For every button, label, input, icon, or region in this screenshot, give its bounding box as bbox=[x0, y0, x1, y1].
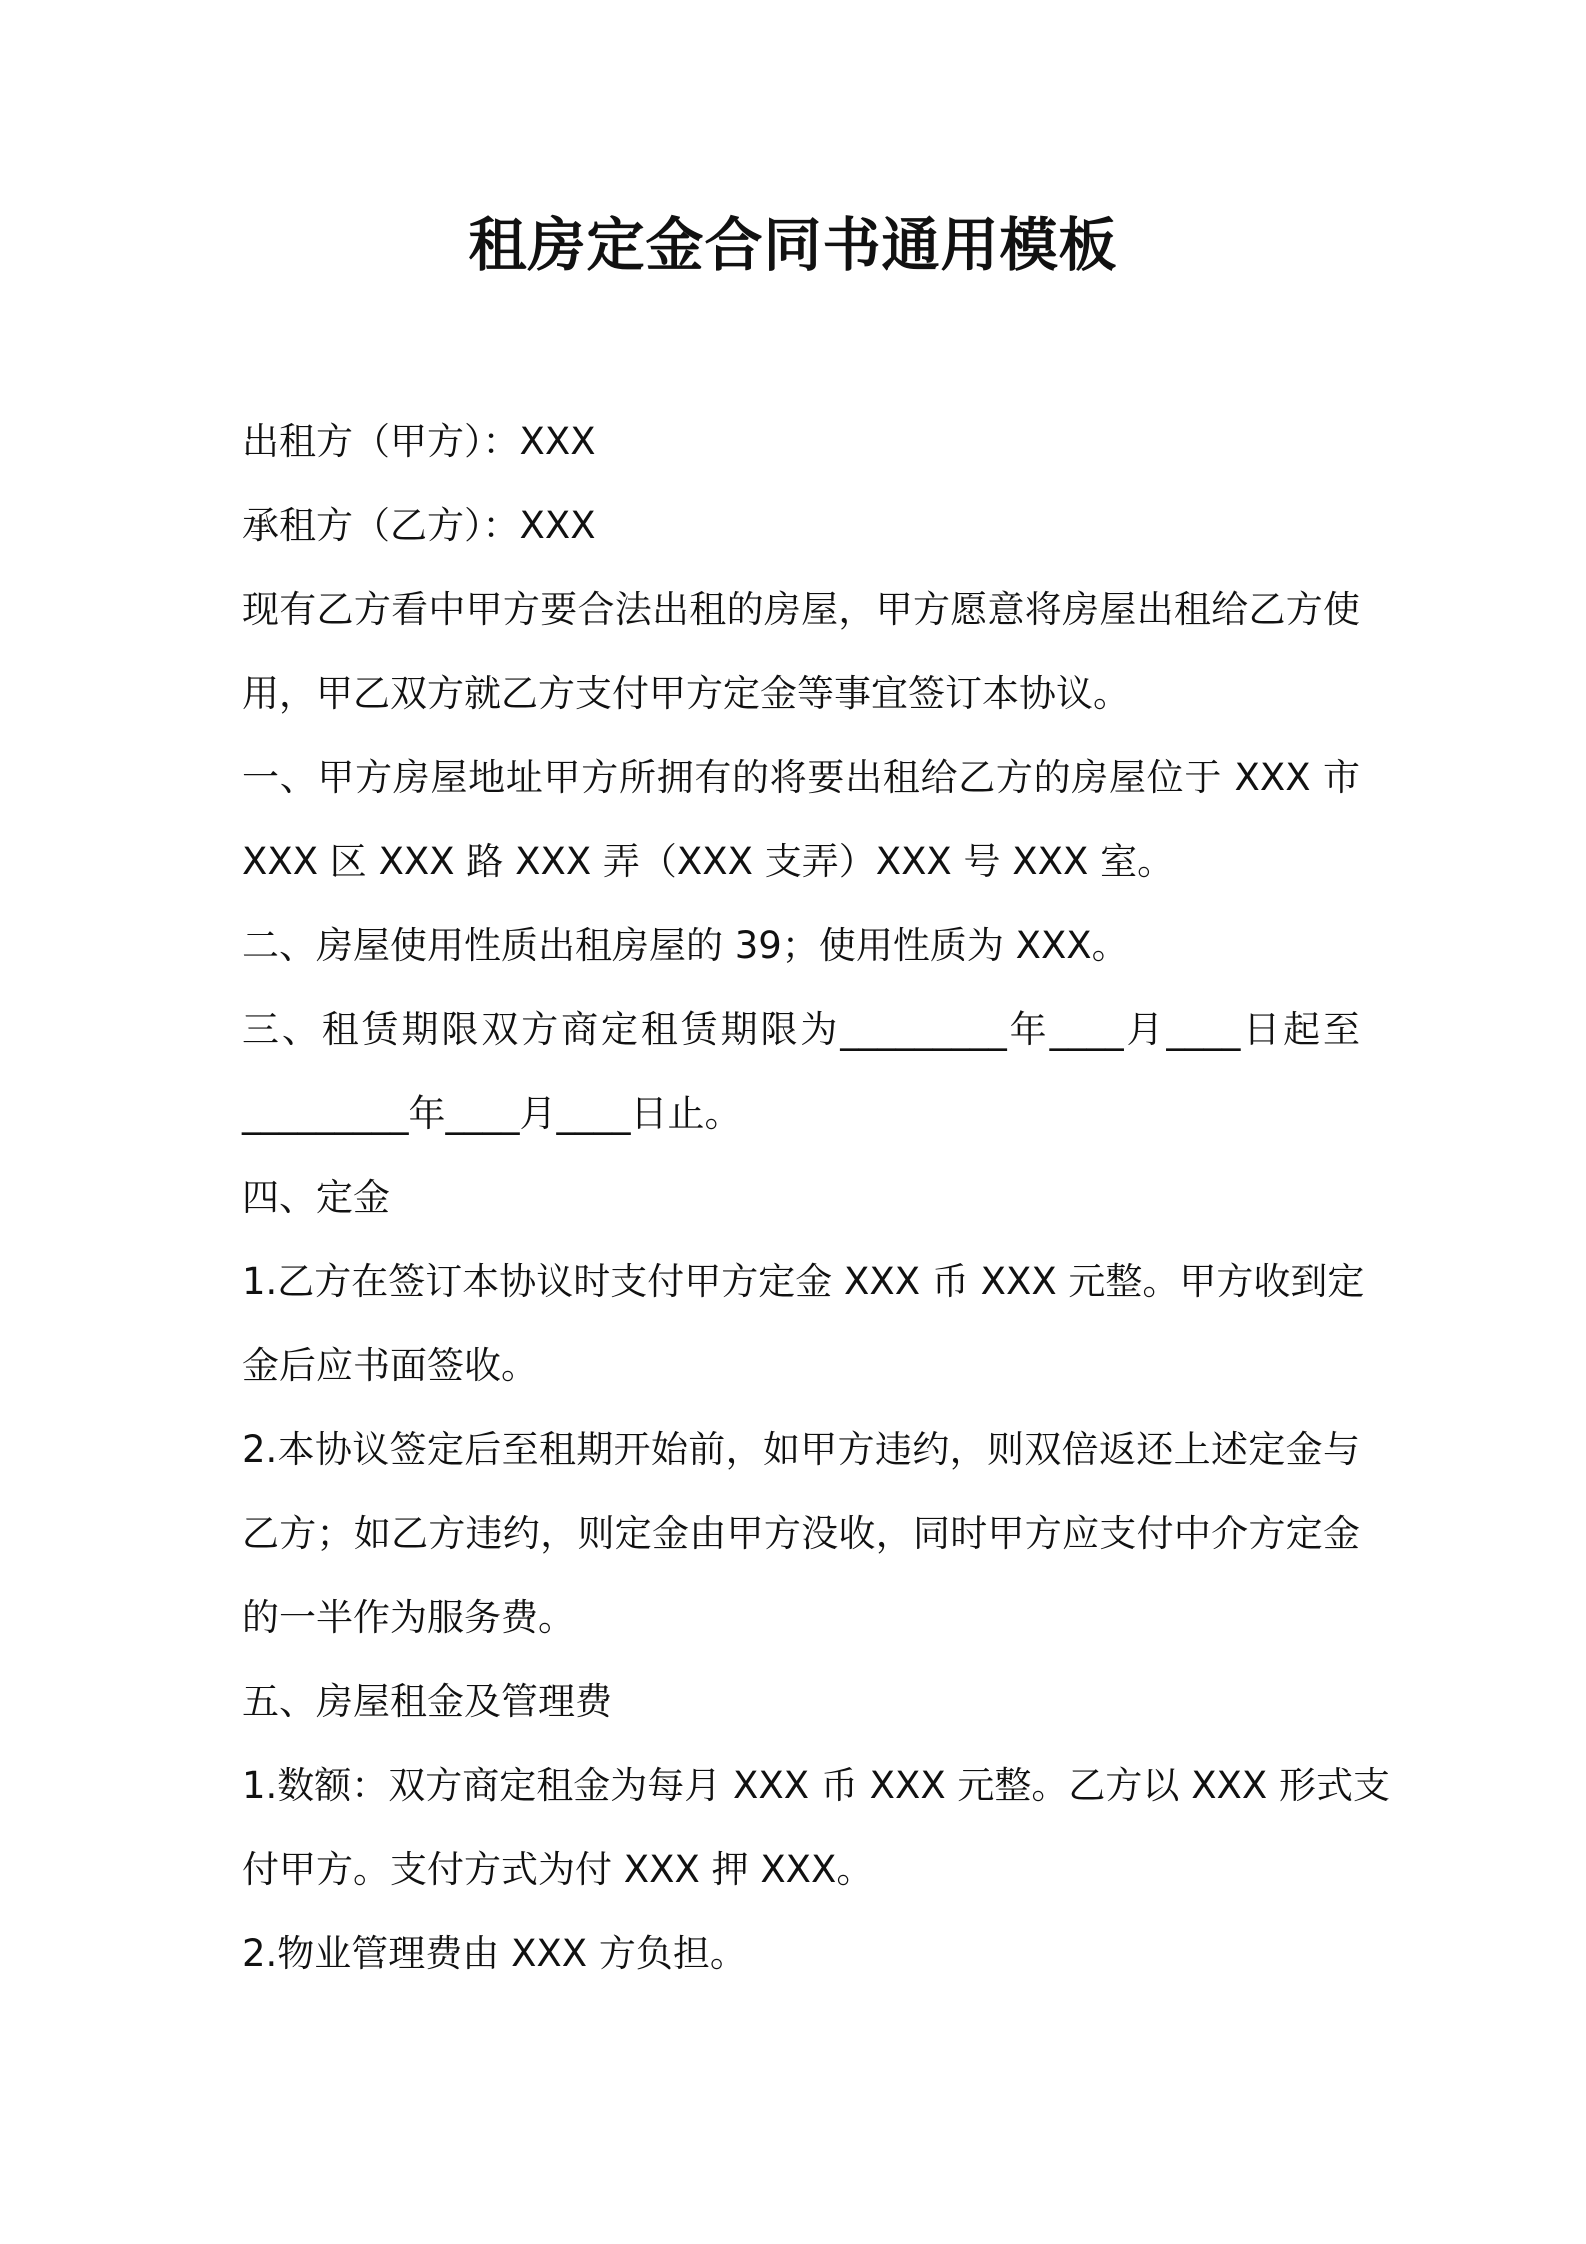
section-4-item-2-line-3: 的一半作为服务费。 bbox=[242, 1596, 575, 1639]
document-title: 租房定金合同书通用模板 bbox=[468, 211, 1118, 279]
section-4-item-1-line-1: 1.乙方在签订本协议时支付甲方定金 XXX 币 XXX 元整。甲方收到定 bbox=[242, 1260, 1365, 1303]
section-3-line-1: 三、租赁期限双方商定租赁期限为_________年____月____日起至 bbox=[242, 1008, 1360, 1051]
section-4-heading: 四、定金 bbox=[242, 1176, 390, 1219]
section-1-line-1: 一、甲方房屋地址甲方所拥有的将要出租给乙方的房屋位于 XXX 市 bbox=[242, 756, 1360, 799]
section-4-item-2-line-1: 2.本协议签定后至租期开始前，如甲方违约，则双倍返还上述定金与 bbox=[242, 1428, 1360, 1471]
intro-line-2: 用，甲乙双方就乙方支付甲方定金等事宜签订本协议。 bbox=[242, 672, 1130, 715]
party-b-line: 承租方（乙方）：XXX bbox=[242, 504, 596, 547]
document-body bbox=[242, 400, 1390, 1996]
section-4-item-1-line-2: 金后应书面签收。 bbox=[242, 1344, 538, 1387]
section-5-item-1-line-2: 付甲方。支付方式为付 XXX 押 XXX。 bbox=[242, 1848, 874, 1891]
section-5-item-1-line-1: 1.数额：双方商定租金为每月 XXX 币 XXX 元整。乙方以 XXX 形式支 bbox=[242, 1764, 1390, 1807]
section-1-line-2: XXX 区 XXX 路 XXX 弄（XXX 支弄）XXX 号 XXX 室。 bbox=[242, 840, 1175, 883]
intro-line-1: 现有乙方看中甲方要合法出租的房屋，甲方愿意将房屋出租给乙方使 bbox=[242, 588, 1360, 631]
section-3-line-2: _________年____月____日止。 bbox=[242, 1092, 742, 1135]
section-4-item-2-line-2: 乙方；如乙方违约，则定金由甲方没收，同时甲方应支付中介方定金 bbox=[242, 1512, 1360, 1555]
party-a-line: 出租方（甲方）：XXX bbox=[242, 420, 596, 463]
section-5-item-2-line: 2.物业管理费由 XXX 方负担。 bbox=[242, 1932, 747, 1975]
section-2-line: 二、房屋使用性质出租房屋的 39；使用性质为 XXX。 bbox=[242, 924, 1129, 967]
section-5-heading: 五、房屋租金及管理费 bbox=[242, 1680, 612, 1723]
